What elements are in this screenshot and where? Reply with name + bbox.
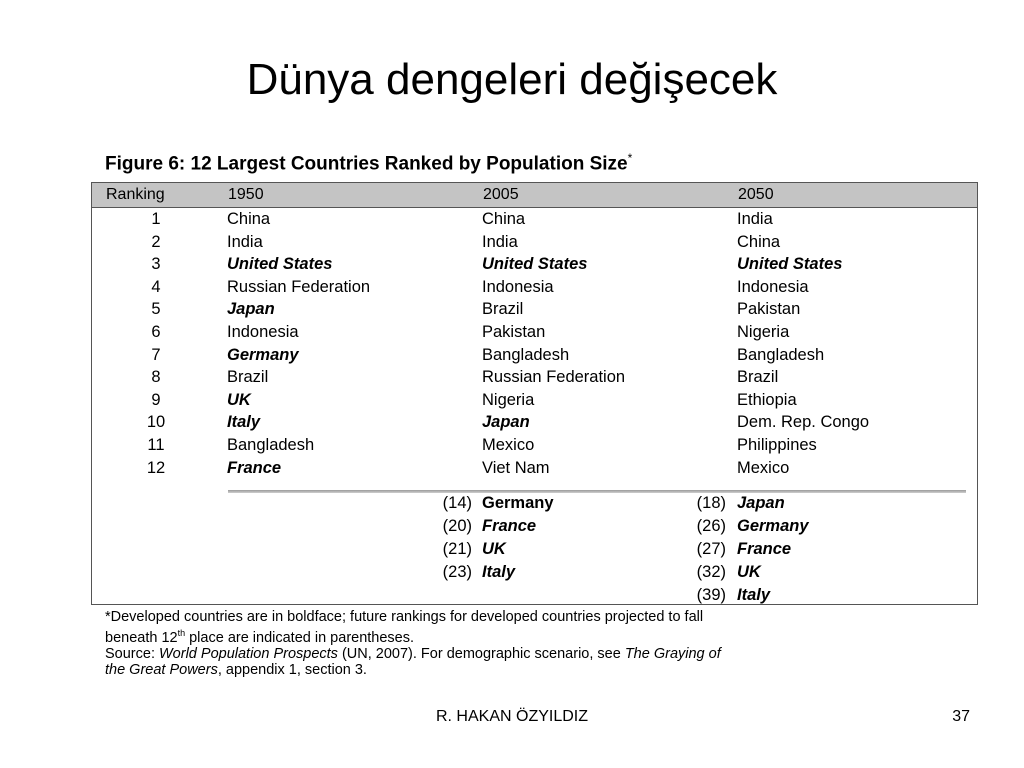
cell-2050: Nigeria <box>737 323 790 341</box>
rank-cell: 11 <box>147 436 165 454</box>
below-2050-rank: (26) <box>696 517 726 535</box>
table-row <box>91 210 978 232</box>
slide-title: Dünya dengeleri değişecek <box>246 55 778 104</box>
cell-2050: Pakistan <box>737 300 801 319</box>
below-2005-country: Germany <box>482 494 554 512</box>
cell-1950: Bangladesh <box>227 436 315 454</box>
rank-cell: 5 <box>151 300 161 319</box>
header-1950: 1950 <box>228 186 264 203</box>
header-2050: 2050 <box>738 186 774 203</box>
table-row <box>91 459 978 481</box>
cell-2050: Dem. Rep. Congo <box>737 413 870 432</box>
cell-2005: Viet Nam <box>482 458 550 477</box>
table-header <box>91 182 978 208</box>
cell-2050: Ethiopia <box>737 390 797 409</box>
cell-2005: India <box>482 232 518 251</box>
below-2050-country: Germany <box>737 517 809 535</box>
cell-1950: France <box>227 458 282 477</box>
below-2050-rank: (27) <box>696 540 726 558</box>
figure-title-mark: * <box>627 151 633 165</box>
rank-cell: 8 <box>151 368 161 387</box>
cell-1950: United States <box>227 255 333 274</box>
cell-2050: Bangladesh <box>737 345 825 364</box>
cell-2050: Mexico <box>737 458 790 477</box>
below-2005-country: Italy <box>482 563 516 581</box>
table-row <box>91 233 978 255</box>
footnote-line-4-i: the Great Powers <box>105 661 218 678</box>
figure-footnote <box>105 609 965 678</box>
cell-1950: Indonesia <box>227 323 299 341</box>
cell-2005: Russian Federation <box>482 368 626 387</box>
cell-2005: Japan <box>482 413 530 432</box>
cell-2005: Pakistan <box>482 323 546 341</box>
below-2050-rank: (32) <box>696 563 726 581</box>
rank-cell: 7 <box>151 345 161 364</box>
cell-1950: Japan <box>227 300 275 319</box>
cell-2005: Brazil <box>482 300 524 319</box>
cell-2005: China <box>482 210 526 228</box>
table-row <box>91 300 978 322</box>
below-2050-rank: (39) <box>696 586 726 604</box>
cell-2050: Brazil <box>737 368 779 387</box>
rank-cell: 2 <box>151 232 161 251</box>
cell-1950: China <box>227 210 271 228</box>
below-2005-rank: (21) <box>442 540 472 558</box>
footnote-line-2-a: beneath 12 <box>105 629 178 646</box>
cell-1950: UK <box>227 390 251 409</box>
cell-2005: Nigeria <box>482 390 535 409</box>
below-2005-rank: (23) <box>442 563 472 581</box>
rank-cell: 4 <box>151 277 161 296</box>
cell-2050: India <box>737 210 773 228</box>
below-2005-rank: (20) <box>442 517 472 535</box>
table-row <box>91 278 978 300</box>
table-row <box>91 391 978 413</box>
header-2005: 2005 <box>483 186 519 203</box>
table-row <box>91 413 978 435</box>
rank-cell: 10 <box>146 413 166 432</box>
rank-cell: 1 <box>151 210 161 228</box>
cell-2005: Bangladesh <box>482 345 570 364</box>
cell-1950: Germany <box>227 345 299 364</box>
rank-cell: 12 <box>146 458 166 477</box>
cell-2050: China <box>737 232 781 251</box>
footer-author: R. HAKAN ÖZYILDIZ <box>435 708 589 725</box>
table-row <box>91 255 978 277</box>
below-2050-country: Italy <box>737 586 771 604</box>
footnote-line-3-a: Source: <box>105 645 159 662</box>
footnote-line-3-i2: The Graying of <box>624 645 721 662</box>
below-2050-rank: (18) <box>696 494 726 512</box>
cell-1950: Italy <box>227 413 261 432</box>
footnote-line-3 <box>105 646 965 662</box>
table-row <box>91 368 978 390</box>
cell-2005: United States <box>482 255 588 274</box>
cell-1950: Brazil <box>227 368 269 387</box>
footnote-line-3-b: (UN, 2007). For demographic scenario, see <box>337 645 625 662</box>
below-2005-rank: (14) <box>442 494 472 512</box>
below-2050-country: UK <box>737 563 761 581</box>
rank-cell: 6 <box>151 323 161 341</box>
footnote-line-2-b: place are indicated in parentheses. <box>185 629 415 646</box>
footnote-line-1: *Developed countries are in boldface; future rankings for developed countries projected to fall <box>105 609 704 625</box>
table-divider <box>228 490 966 493</box>
footnote-line-2-sup: th <box>177 628 186 638</box>
cell-2005: Mexico <box>482 436 535 454</box>
page-number: 37 <box>952 708 970 725</box>
cell-1950: Russian Federation <box>227 277 371 296</box>
footnote-line-2 <box>105 625 965 646</box>
footnote-line-3-i: World Population Prospects <box>159 645 338 662</box>
table-row <box>91 436 978 458</box>
rank-cell: 9 <box>151 390 161 409</box>
figure-title-text: Figure 6: 12 Largest Countries Ranked by Population Size <box>105 153 628 175</box>
cell-2050: Philippines <box>737 436 817 454</box>
figure-title <box>105 151 632 175</box>
cell-2005: Indonesia <box>482 277 554 296</box>
below-2005-country: France <box>482 517 537 535</box>
cell-1950: India <box>227 232 263 251</box>
cell-2050: Indonesia <box>737 277 809 296</box>
below-2005-country: UK <box>482 540 506 558</box>
cell-2050: United States <box>737 255 843 274</box>
header-ranking: Ranking <box>106 186 165 203</box>
table-row <box>91 346 978 368</box>
below-2050-country: France <box>737 540 792 558</box>
table-row <box>91 323 978 345</box>
below-2050-country: Japan <box>737 494 785 512</box>
footnote-line-4 <box>105 662 965 678</box>
footnote-line-4-b: , appendix 1, section 3. <box>217 661 367 678</box>
rank-cell: 3 <box>151 255 161 274</box>
